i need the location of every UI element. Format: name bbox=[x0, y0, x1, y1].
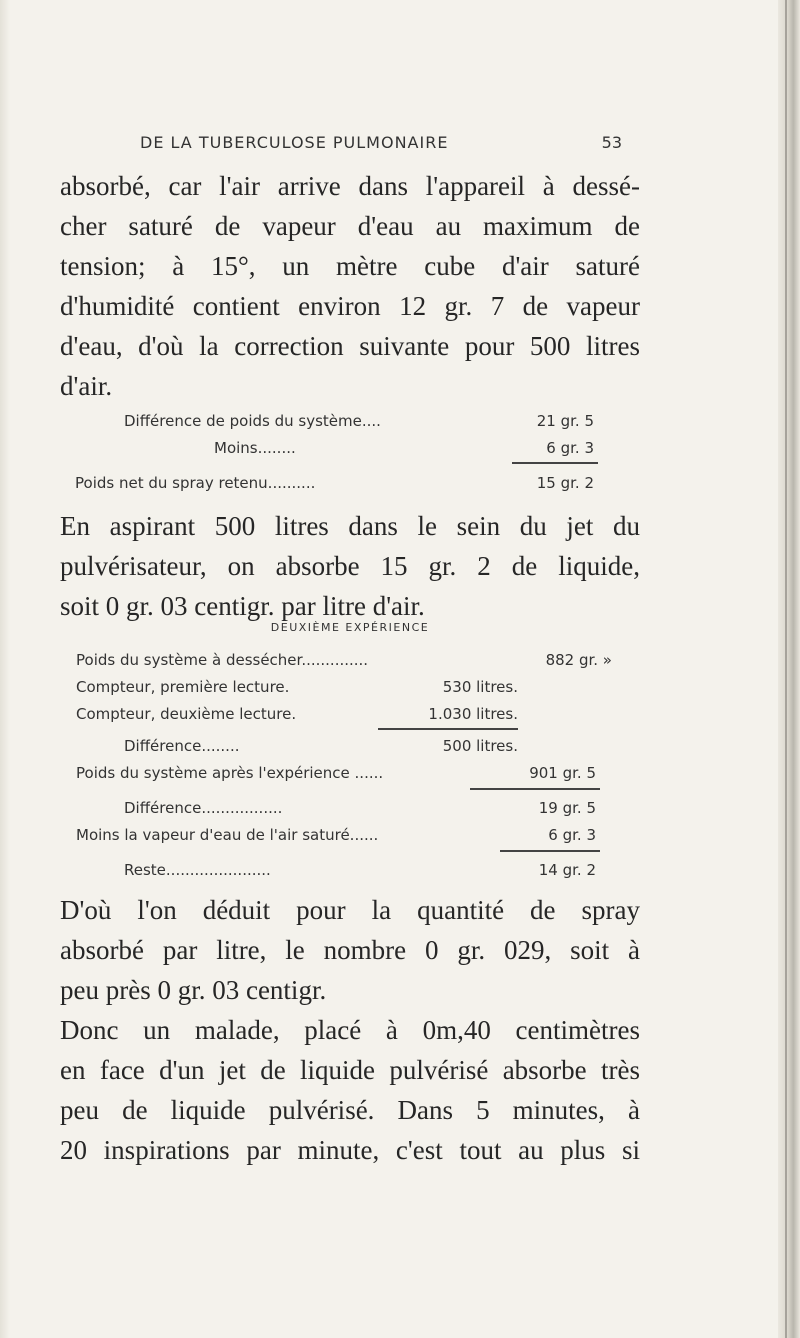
text-line: tension; à 15°, un mètre cube d'air saturé bbox=[60, 251, 640, 281]
text-line: pulvérisateur, on absorbe 15 gr. 2 de liquide, bbox=[60, 551, 640, 581]
row-value: 6 gr. 3 bbox=[548, 826, 596, 844]
row-label: Moins la vapeur d'eau de l'air saturé...... bbox=[76, 826, 379, 844]
text-line: soit 0 gr. 03 centigr. par litre d'air. bbox=[60, 591, 425, 621]
row-value: 14 gr. 2 bbox=[538, 861, 596, 879]
text-line: en face d'un jet de liquide pulvérisé absorbe très bbox=[60, 1055, 640, 1085]
sum-rule bbox=[378, 728, 518, 730]
running-title: DE LA TUBERCULOSE PULMONAIRE bbox=[140, 133, 449, 152]
table-row bbox=[124, 795, 596, 819]
text-line: D'où l'on déduit pour la quantité de spray bbox=[60, 895, 640, 925]
text-line: Donc un malade, placé à 0m,40 centimètres bbox=[60, 1015, 640, 1045]
table-row bbox=[124, 408, 594, 432]
row-label: Différence de poids du système.... bbox=[124, 412, 381, 430]
running-header bbox=[140, 133, 622, 152]
row-value: 901 gr. 5 bbox=[529, 764, 596, 782]
table-row bbox=[76, 647, 612, 671]
book-page-edge bbox=[778, 0, 800, 1338]
row-label: Poids net du spray retenu.......... bbox=[75, 474, 316, 492]
row-label: Compteur, première lecture. bbox=[76, 678, 290, 696]
text-line: d'eau, d'où la correction suivante pour 500 litres bbox=[60, 331, 640, 361]
row-value: 500 litres. bbox=[442, 737, 518, 755]
table-row bbox=[124, 733, 518, 757]
text-line: d'humidité contient environ 12 gr. 7 de vapeur bbox=[60, 291, 640, 321]
row-value: 530 litres. bbox=[442, 678, 518, 696]
text-line: cher saturé de vapeur d'eau au maximum de bbox=[60, 211, 640, 241]
row-label: Reste...................... bbox=[124, 861, 271, 879]
text-line: peu près 0 gr. 03 centigr. bbox=[60, 975, 327, 1005]
table-row-total bbox=[124, 857, 596, 881]
text-line: absorbé par litre, le nombre 0 gr. 029, soit à bbox=[60, 935, 640, 965]
paragraph-4 bbox=[60, 1010, 640, 1170]
text-line: peu de liquide pulvérisé. Dans 5 minutes, à bbox=[60, 1095, 640, 1125]
sum-rule bbox=[470, 788, 600, 790]
row-label: Différence........ bbox=[124, 737, 240, 755]
row-value: 6 gr. 3 bbox=[546, 439, 594, 457]
table-row bbox=[214, 435, 594, 459]
row-label: Poids du système à dessécher.............. bbox=[76, 651, 369, 669]
row-label: Moins........ bbox=[214, 439, 296, 457]
page-number: 53 bbox=[601, 133, 622, 152]
sum-rule bbox=[512, 462, 598, 464]
table-row bbox=[76, 701, 518, 725]
row-value: 15 gr. 2 bbox=[536, 474, 594, 492]
table-row bbox=[76, 822, 596, 846]
text-line: En aspirant 500 litres dans le sein du jet du bbox=[60, 511, 640, 541]
row-label: Poids du système après l'expérience ...... bbox=[76, 764, 384, 782]
paragraph-3 bbox=[60, 890, 640, 1010]
text-line: d'air. bbox=[60, 371, 113, 401]
row-label: Différence................. bbox=[124, 799, 283, 817]
row-label: Compteur, deuxième lecture. bbox=[76, 705, 297, 723]
paragraph-1 bbox=[60, 166, 640, 406]
table-row-total bbox=[75, 470, 594, 494]
table-row bbox=[76, 674, 518, 698]
sum-rule bbox=[500, 850, 600, 852]
row-value: 1.030 litres. bbox=[428, 705, 518, 723]
row-value: 882 gr. » bbox=[545, 651, 612, 669]
text-line: 20 inspirations par minute, c'est tout au plus si bbox=[60, 1135, 640, 1165]
text-line: absorbé, car l'air arrive dans l'appareil à dessé- bbox=[60, 171, 640, 201]
paragraph-2 bbox=[60, 506, 640, 626]
experiment-heading: DEUXIÈME EXPÉRIENCE bbox=[270, 621, 430, 634]
row-value: 19 gr. 5 bbox=[538, 799, 596, 817]
page-shadow bbox=[0, 0, 10, 1338]
row-value: 21 gr. 5 bbox=[536, 412, 594, 430]
table-row bbox=[76, 760, 596, 784]
